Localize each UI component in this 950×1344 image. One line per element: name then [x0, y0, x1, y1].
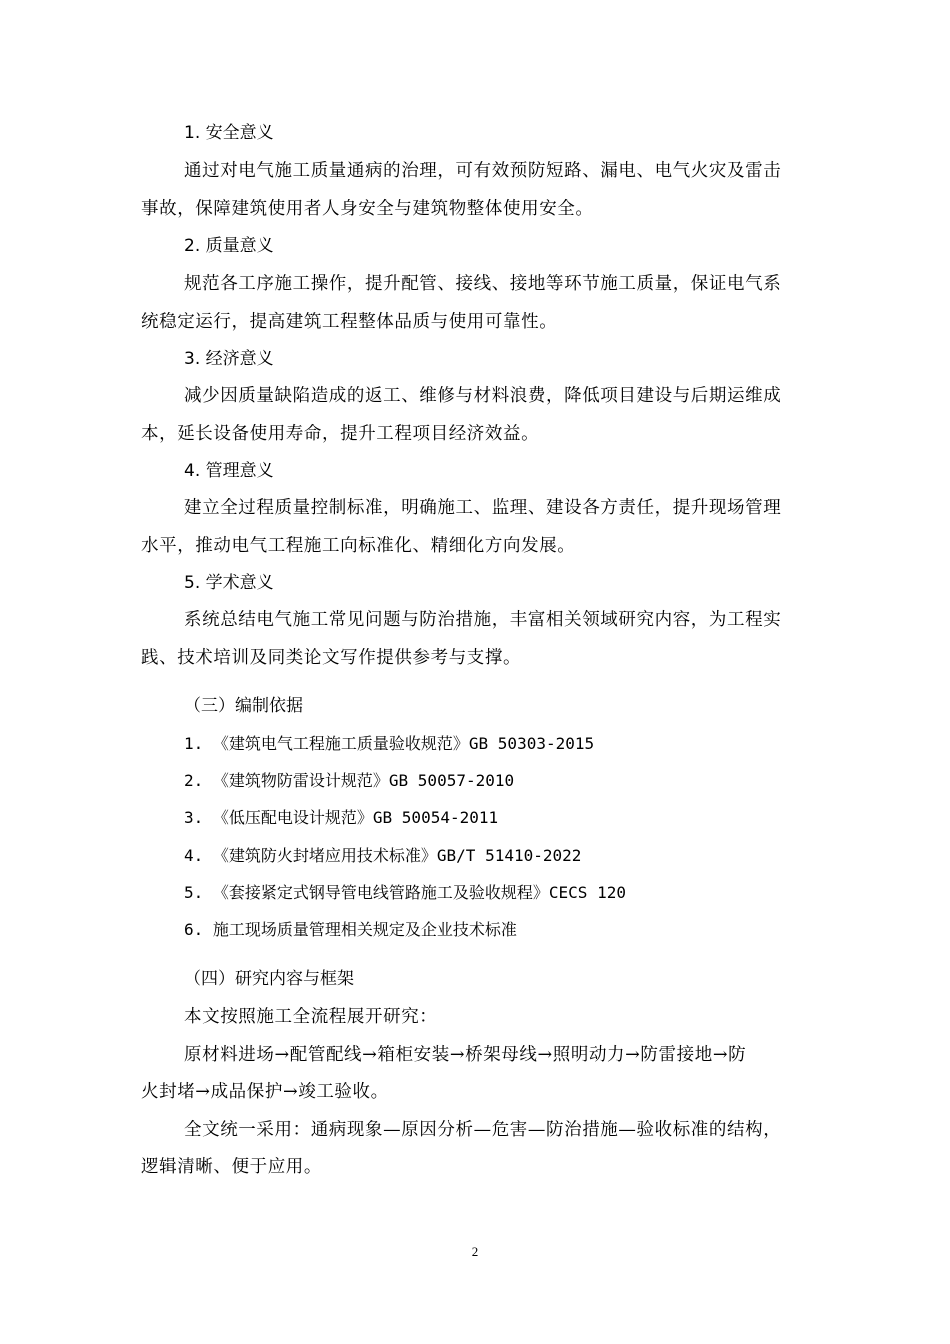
research-intro: 本文按照施工全流程展开研究：: [184, 1007, 438, 1027]
basis-item-4: 4. 《建筑防火封堵应用技术标准》GB/T 51410-2022: [184, 846, 582, 865]
basis-item-6: 6. 施工现场质量管理相关规定及企业技术标准: [184, 920, 517, 939]
significance-text-3a: 减少因质量缺陷造成的返工、维修与材料浪费，降低项目建设与后期运维成: [184, 386, 782, 406]
significance-heading-4: 4. 管理意义: [184, 461, 274, 481]
significance-text-5a: 系统总结电气施工常见问题与防治措施，丰富相关领域研究内容，为工程实: [184, 610, 782, 630]
basis-item-3: 3. 《低压配电设计规范》GB 50054-2011: [184, 808, 499, 827]
significance-text-2b: 统稳定运行，提高建筑工程整体品质与使用可靠性。: [141, 312, 558, 332]
significance-text-1b: 事故，保障建筑使用者人身安全与建筑物整体使用安全。: [141, 199, 594, 219]
significance-text-5b: 践、技术培训及同类论文写作提供参考与支撑。: [141, 648, 522, 668]
basis-item-1: 1. 《建筑电气工程施工质量验收规范》GB 50303-2015: [184, 734, 595, 753]
basis-item-2: 2. 《建筑物防雷设计规范》GB 50057-2010: [184, 771, 515, 790]
significance-heading-5: 5. 学术意义: [184, 573, 274, 593]
basis-title: （三）编制依据: [184, 696, 303, 716]
research-structure-line-2: 逻辑清晰、便于应用。: [141, 1157, 322, 1177]
research-flow-line-2: 火封堵→成品保护→竣工验收。: [141, 1082, 389, 1102]
significance-text-4b: 水平，推动电气工程施工向标准化、精细化方向发展。: [141, 536, 576, 556]
basis-item-5: 5. 《套接紧定式钢导管电线管路施工及验收规程》CECS 120: [184, 883, 626, 902]
research-structure-line-1: 全文统一采用：通病现象—原因分析—危害—防治措施—验收标准的结构，: [184, 1120, 782, 1140]
significance-text-2a: 规范各工序施工操作，提升配管、接线、接地等环节施工质量，保证电气系: [184, 274, 782, 294]
research-title: （四）研究内容与框架: [184, 969, 354, 989]
significance-text-3b: 本，延长设备使用寿命，提升工程项目经济效益。: [141, 424, 540, 444]
significance-text-4a: 建立全过程质量控制标准，明确施工、监理、建设各方责任，提升现场管理: [184, 498, 782, 518]
significance-heading-1: 1. 安全意义: [184, 123, 274, 143]
significance-heading-3: 3. 经济意义: [184, 349, 274, 369]
significance-text-1a: 通过对电气施工质量通病的治理，可有效预防短路、漏电、电气火灾及雷击: [184, 161, 782, 181]
research-flow-line-1: 原材料进场→配管配线→箱柜安装→桥架母线→照明动力→防雷接地→防: [184, 1045, 747, 1065]
page-number: 2: [471, 1244, 479, 1259]
significance-heading-2: 2. 质量意义: [184, 236, 274, 256]
